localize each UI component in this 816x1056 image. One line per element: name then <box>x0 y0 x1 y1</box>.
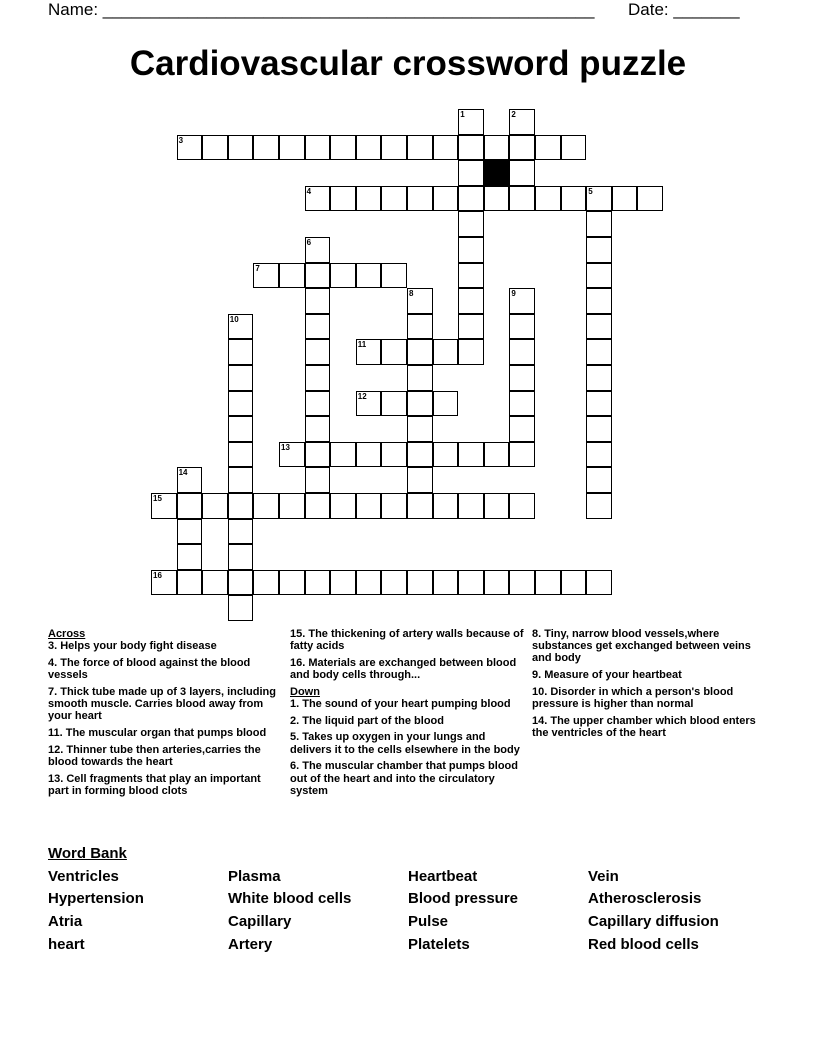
grid-block <box>484 160 510 186</box>
grid-cell[interactable] <box>330 186 356 212</box>
grid-cell[interactable] <box>433 442 459 468</box>
grid-cell[interactable] <box>586 211 612 237</box>
grid-cell[interactable] <box>433 339 459 365</box>
word-bank-item: Atria <box>48 913 83 930</box>
grid-cell[interactable] <box>330 263 356 289</box>
grid-cell[interactable] <box>433 391 459 417</box>
down-heading: Down <box>290 685 320 698</box>
word-bank-item: heart <box>48 936 85 953</box>
grid-cell[interactable] <box>509 416 535 442</box>
clue-item: 10. Disorder in which a person's blood pressure is higher than normal <box>532 685 734 711</box>
grid-cell[interactable] <box>381 186 407 212</box>
clue-number: 11 <box>357 340 367 350</box>
clue-number: 3 <box>178 135 184 145</box>
grid-cell[interactable] <box>484 493 510 519</box>
word-bank-item: Atherosclerosis <box>588 890 702 907</box>
grid-cell[interactable] <box>279 442 305 468</box>
clue-item: 15. The thickening of artery walls because of fatty acids <box>290 628 524 653</box>
grid-cell[interactable] <box>305 186 331 212</box>
grid-cell[interactable] <box>407 570 433 596</box>
grid-cell[interactable] <box>612 186 638 212</box>
grid-cell[interactable] <box>253 570 279 596</box>
grid-cell[interactable] <box>305 237 331 263</box>
grid-cell[interactable] <box>228 570 254 596</box>
grid-cell[interactable] <box>509 493 535 519</box>
word-bank-item: Capillary diffusion <box>588 913 719 930</box>
grid-cell[interactable] <box>356 493 382 519</box>
clue-item: 8. Tiny, narrow blood vessels,where substances get exchanged between veins and body <box>532 628 751 665</box>
clue-number: 7 <box>255 263 260 273</box>
date-field[interactable]: Date: _______ <box>628 0 740 19</box>
clue-item: 6. The muscular chamber that pumps blood out of the heart and into the circulatory system <box>290 760 518 797</box>
grid-cell[interactable] <box>305 570 331 596</box>
grid-cell[interactable] <box>586 186 612 212</box>
grid-cell[interactable] <box>305 365 331 391</box>
grid-cell[interactable] <box>509 442 535 468</box>
grid-cell[interactable] <box>458 442 484 468</box>
clue-item: 1. The sound of your heart pumping blood <box>290 698 511 711</box>
clue-item: 13. Cell fragments that play an important part in forming blood clots <box>48 772 261 797</box>
grid-cell[interactable] <box>305 442 331 468</box>
clue-number: 15 <box>153 494 162 503</box>
grid-cell[interactable] <box>484 186 510 212</box>
grid-cell[interactable] <box>381 493 407 519</box>
grid-cell[interactable] <box>509 570 535 596</box>
grid-cell[interactable] <box>458 493 484 519</box>
grid-cell[interactable] <box>381 135 407 161</box>
grid-cell[interactable] <box>305 314 331 340</box>
clue-item: 14. The upper chamber which blood enters the ventricles of the heart <box>532 714 756 739</box>
grid-cell[interactable] <box>177 493 203 519</box>
grid-cell[interactable] <box>509 288 535 314</box>
grid-cell[interactable] <box>381 339 407 365</box>
clue-number: 2 <box>511 110 516 119</box>
grid-cell[interactable] <box>458 263 484 289</box>
grid-cell[interactable] <box>330 493 356 519</box>
word-bank-item: Heartbeat <box>408 868 478 885</box>
clues-column-2 <box>290 628 526 801</box>
grid-cell[interactable] <box>509 135 535 161</box>
clue-item: 9. Measure of your heartbeat <box>532 669 682 682</box>
grid-cell[interactable] <box>330 570 356 596</box>
grid-cell[interactable] <box>407 135 433 161</box>
grid-cell[interactable] <box>535 135 561 161</box>
grid-cell[interactable] <box>177 570 203 596</box>
clues-column-1 <box>48 628 284 801</box>
grid-cell[interactable] <box>279 493 305 519</box>
across-clue-list <box>48 640 284 797</box>
clue-number: 6 <box>306 238 312 247</box>
clues-column-3 <box>532 628 768 744</box>
word-bank-item: White blood cells <box>228 890 352 907</box>
word-bank-item: Capillary <box>228 913 292 930</box>
grid-cell[interactable] <box>433 570 459 596</box>
across-clue-list-continued <box>290 628 526 681</box>
grid-cell[interactable] <box>535 186 561 212</box>
clue-number: 13 <box>281 442 290 452</box>
grid-cell[interactable] <box>509 160 535 186</box>
grid-cell[interactable] <box>228 391 254 417</box>
grid-cell[interactable] <box>586 442 612 468</box>
clue-number: 14 <box>178 468 188 478</box>
clue-item: 3. Helps your body fight disease <box>48 640 217 653</box>
grid-cell[interactable] <box>202 493 228 519</box>
grid-cell[interactable] <box>484 570 510 596</box>
grid-cell[interactable] <box>253 493 279 519</box>
grid-cell[interactable] <box>407 288 433 314</box>
grid-cell[interactable] <box>484 442 510 468</box>
grid-cell[interactable] <box>330 442 356 468</box>
grid-cell[interactable] <box>586 391 612 417</box>
clue-item: 5. Takes up oxygen in your lungs and delivers it to the cells elsewhere in the body <box>290 731 520 756</box>
grid-cell[interactable] <box>586 365 612 391</box>
grid-cell[interactable] <box>356 263 382 289</box>
grid-cell[interactable] <box>305 493 331 519</box>
grid-cell[interactable] <box>407 314 433 340</box>
grid-cell[interactable] <box>509 391 535 417</box>
down-clue-list-continued <box>532 628 768 739</box>
grid-cell[interactable] <box>458 186 484 212</box>
clue-number: 4 <box>306 186 312 196</box>
grid-cell[interactable] <box>458 135 484 161</box>
grid-cell[interactable] <box>586 314 612 340</box>
grid-cell[interactable] <box>253 135 279 161</box>
grid-cell[interactable] <box>381 263 407 289</box>
grid-cell[interactable] <box>202 135 228 161</box>
grid-cell[interactable] <box>561 135 587 161</box>
grid-cell[interactable] <box>407 416 433 442</box>
clue-item: 12. Thinner tube then arteries,carries the blood towards the heart <box>48 743 261 768</box>
grid-cell[interactable] <box>535 570 561 596</box>
grid-cell[interactable] <box>228 365 254 391</box>
grid-cell[interactable] <box>228 135 254 161</box>
grid-cell[interactable] <box>356 186 382 212</box>
grid-cell[interactable] <box>407 467 433 493</box>
clue-number: 12 <box>357 391 367 401</box>
grid-cell[interactable] <box>228 339 254 365</box>
clue-number: 5 <box>588 186 593 196</box>
grid-cell[interactable] <box>305 391 331 417</box>
word-bank-item: Hypertension <box>48 890 144 907</box>
grid-cell[interactable] <box>202 570 228 596</box>
grid-cell[interactable] <box>381 391 407 417</box>
grid-cell[interactable] <box>151 493 177 519</box>
down-clue-list <box>290 698 526 797</box>
grid-cell[interactable] <box>407 339 433 365</box>
grid-cell[interactable] <box>509 365 535 391</box>
grid-cell[interactable] <box>381 442 407 468</box>
grid-cell[interactable] <box>458 237 484 263</box>
grid-cell[interactable] <box>305 288 331 314</box>
clue-number: 8 <box>409 289 414 299</box>
grid-cell[interactable] <box>509 186 535 212</box>
grid-cell[interactable] <box>509 339 535 365</box>
grid-cell[interactable] <box>305 339 331 365</box>
grid-cell[interactable] <box>305 135 331 161</box>
word-bank-item: Pulse <box>408 913 449 930</box>
grid-cell[interactable] <box>407 442 433 468</box>
grid-cell[interactable] <box>151 570 177 596</box>
grid-cell[interactable] <box>458 211 484 237</box>
grid-cell[interactable] <box>330 135 356 161</box>
clue-item: 16. Materials are exchanged between blood and body cells through... <box>290 656 517 682</box>
grid-cell[interactable] <box>561 186 587 212</box>
grid-cell[interactable] <box>586 288 612 314</box>
grid-cell[interactable] <box>407 186 433 212</box>
grid-cell[interactable] <box>177 544 203 570</box>
grid-cell[interactable] <box>586 570 612 596</box>
grid-cell[interactable] <box>458 314 484 340</box>
grid-cell[interactable] <box>484 135 510 161</box>
grid-cell[interactable] <box>561 570 587 596</box>
clue-item: 11. The muscular organ that pumps blood <box>48 726 267 739</box>
grid-cell[interactable] <box>407 493 433 519</box>
clue-item: 2. The liquid part of the blood <box>290 714 444 727</box>
across-heading: Across <box>48 628 86 640</box>
grid-cell[interactable] <box>305 263 331 289</box>
grid-cell[interactable] <box>253 263 279 289</box>
page-title: Cardiovascular crossword puzzle <box>129 44 687 83</box>
clue-item: 7. Thick tube made up of 3 layers, including smooth muscle. Carries blood away from your heart <box>48 685 276 723</box>
clue-number: 1 <box>460 110 465 119</box>
grid-cell[interactable] <box>305 467 331 493</box>
word-bank-item: Ventricles <box>48 868 119 885</box>
grid-cell[interactable] <box>305 416 331 442</box>
grid-cell[interactable] <box>433 186 459 212</box>
grid-cell[interactable] <box>458 339 484 365</box>
grid-cell[interactable] <box>228 519 254 545</box>
clue-number: 9 <box>511 289 516 299</box>
grid-cell[interactable] <box>407 365 433 391</box>
grid-cell[interactable] <box>228 314 254 340</box>
grid-cell[interactable] <box>433 493 459 519</box>
grid-cell[interactable] <box>586 493 612 519</box>
word-bank-item: Plasma <box>228 868 281 885</box>
grid-cell[interactable] <box>228 416 254 442</box>
grid-cell[interactable] <box>509 314 535 340</box>
word-bank-item: Vein <box>588 868 619 885</box>
grid-cell[interactable] <box>433 135 459 161</box>
grid-cell[interactable] <box>177 135 203 161</box>
grid-cell[interactable] <box>228 544 254 570</box>
grid-cell[interactable] <box>228 467 254 493</box>
grid-cell[interactable] <box>458 570 484 596</box>
grid-cell[interactable] <box>458 288 484 314</box>
grid-cell[interactable] <box>228 493 254 519</box>
grid-cell[interactable] <box>458 160 484 186</box>
word-bank-title: Word Bank <box>48 845 127 862</box>
grid-cell[interactable] <box>279 135 305 161</box>
grid-cell[interactable] <box>509 109 535 135</box>
name-field[interactable]: Name: ____________________________________________________ <box>48 0 595 19</box>
grid-cell[interactable] <box>586 416 612 442</box>
grid-cell[interactable] <box>177 467 203 493</box>
grid-cell[interactable] <box>356 570 382 596</box>
grid-cell[interactable] <box>228 595 254 621</box>
word-bank-item: Red blood cells <box>588 936 699 953</box>
grid-cell[interactable] <box>407 391 433 417</box>
grid-cell[interactable] <box>637 186 663 212</box>
grid-cell[interactable] <box>279 263 305 289</box>
grid-cell[interactable] <box>458 109 484 135</box>
word-bank-item: Platelets <box>408 936 470 953</box>
grid-cell[interactable] <box>356 339 382 365</box>
grid-cell[interactable] <box>356 442 382 468</box>
grid-cell[interactable] <box>381 570 407 596</box>
clue-number: 10 <box>229 314 239 324</box>
grid-cell[interactable] <box>356 135 382 161</box>
word-bank-item: Artery <box>228 936 273 953</box>
clue-item: 4. The force of blood against the blood vessels <box>48 656 251 682</box>
grid-cell[interactable] <box>586 263 612 289</box>
clue-number: 16 <box>153 570 162 580</box>
grid-cell[interactable] <box>228 442 254 468</box>
grid-cell[interactable] <box>586 339 612 365</box>
grid-cell[interactable] <box>356 391 382 417</box>
grid-cell[interactable] <box>177 519 203 545</box>
grid-cell[interactable] <box>586 467 612 493</box>
word-bank-item: Blood pressure <box>408 890 519 907</box>
grid-cell[interactable] <box>586 237 612 263</box>
grid-cell[interactable] <box>279 570 305 596</box>
